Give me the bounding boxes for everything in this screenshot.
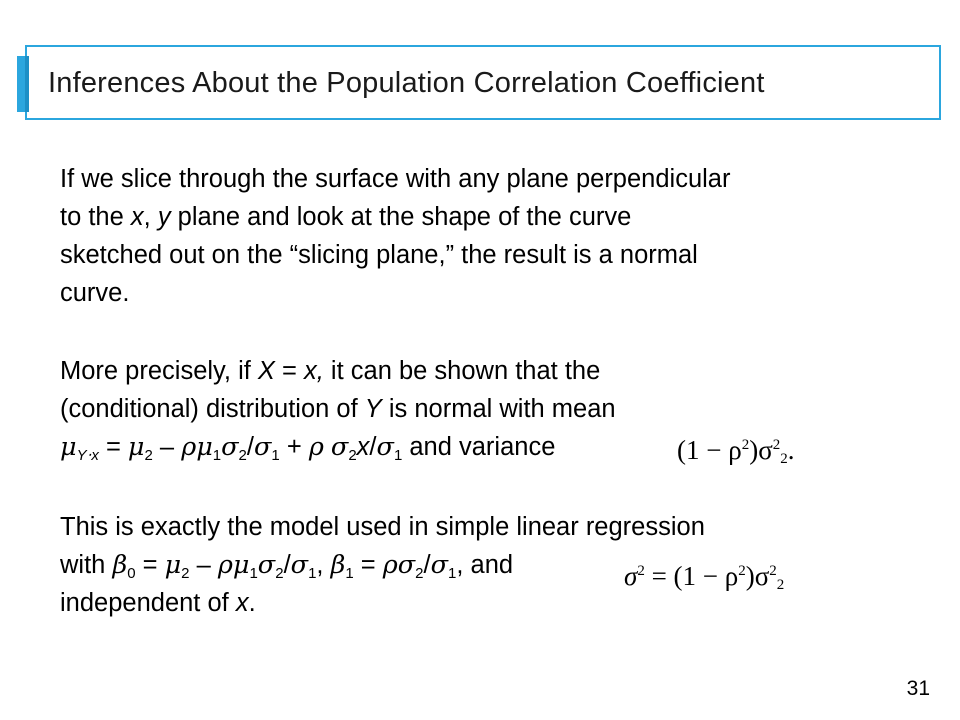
page-number: 31 <box>906 677 930 700</box>
p1-line1: If we slice through the surface with any plane perpendicular <box>60 165 731 193</box>
variance-formula-image: $(1 - \rho^2)\sigma^2_2$. <box>673 430 831 470</box>
p2-line1: More precisely, if X = x, it can be shown that the <box>60 357 601 385</box>
p1-line2: to the x, y plane and look at the shape of the curve <box>60 203 632 231</box>
p2-mean-formula: $\mu_{Y\cdot x} = \mu_2 - \rho\mu_1\sigma_2/\sigma_1 + \rho$ $\sigma_2x/\sigma_1$ and variance <box>60 432 556 464</box>
p1-line3: sketched out on the “slicing plane,” the result is a normal <box>60 241 698 269</box>
p1-line4: curve. <box>60 279 130 307</box>
paragraph-slicing <box>60 160 730 312</box>
p3-line2: with $\beta_0 = \mu_2 - \rho\mu_1\sigma_2/\sigma_1$, $\beta_1 = \rho\sigma_2/\sigma_1$, and <box>60 550 514 582</box>
error-variance-formula-image: $\sigma^2 = (1 - \rho^2)\sigma^2_2$ <box>620 555 843 597</box>
p3-line1: This is exactly the model used in simple linear regression <box>60 513 705 541</box>
p2-line2: (conditional) distribution of Y is normal with mean <box>60 395 616 423</box>
paragraph-conditional <box>60 352 616 466</box>
paragraph-regression-model <box>60 508 705 622</box>
title-accent-stripe <box>25 56 29 112</box>
p3-line3: independent of x. <box>60 589 256 617</box>
slide-title: Inferences About the Population Correlation Coefficient <box>48 67 765 99</box>
